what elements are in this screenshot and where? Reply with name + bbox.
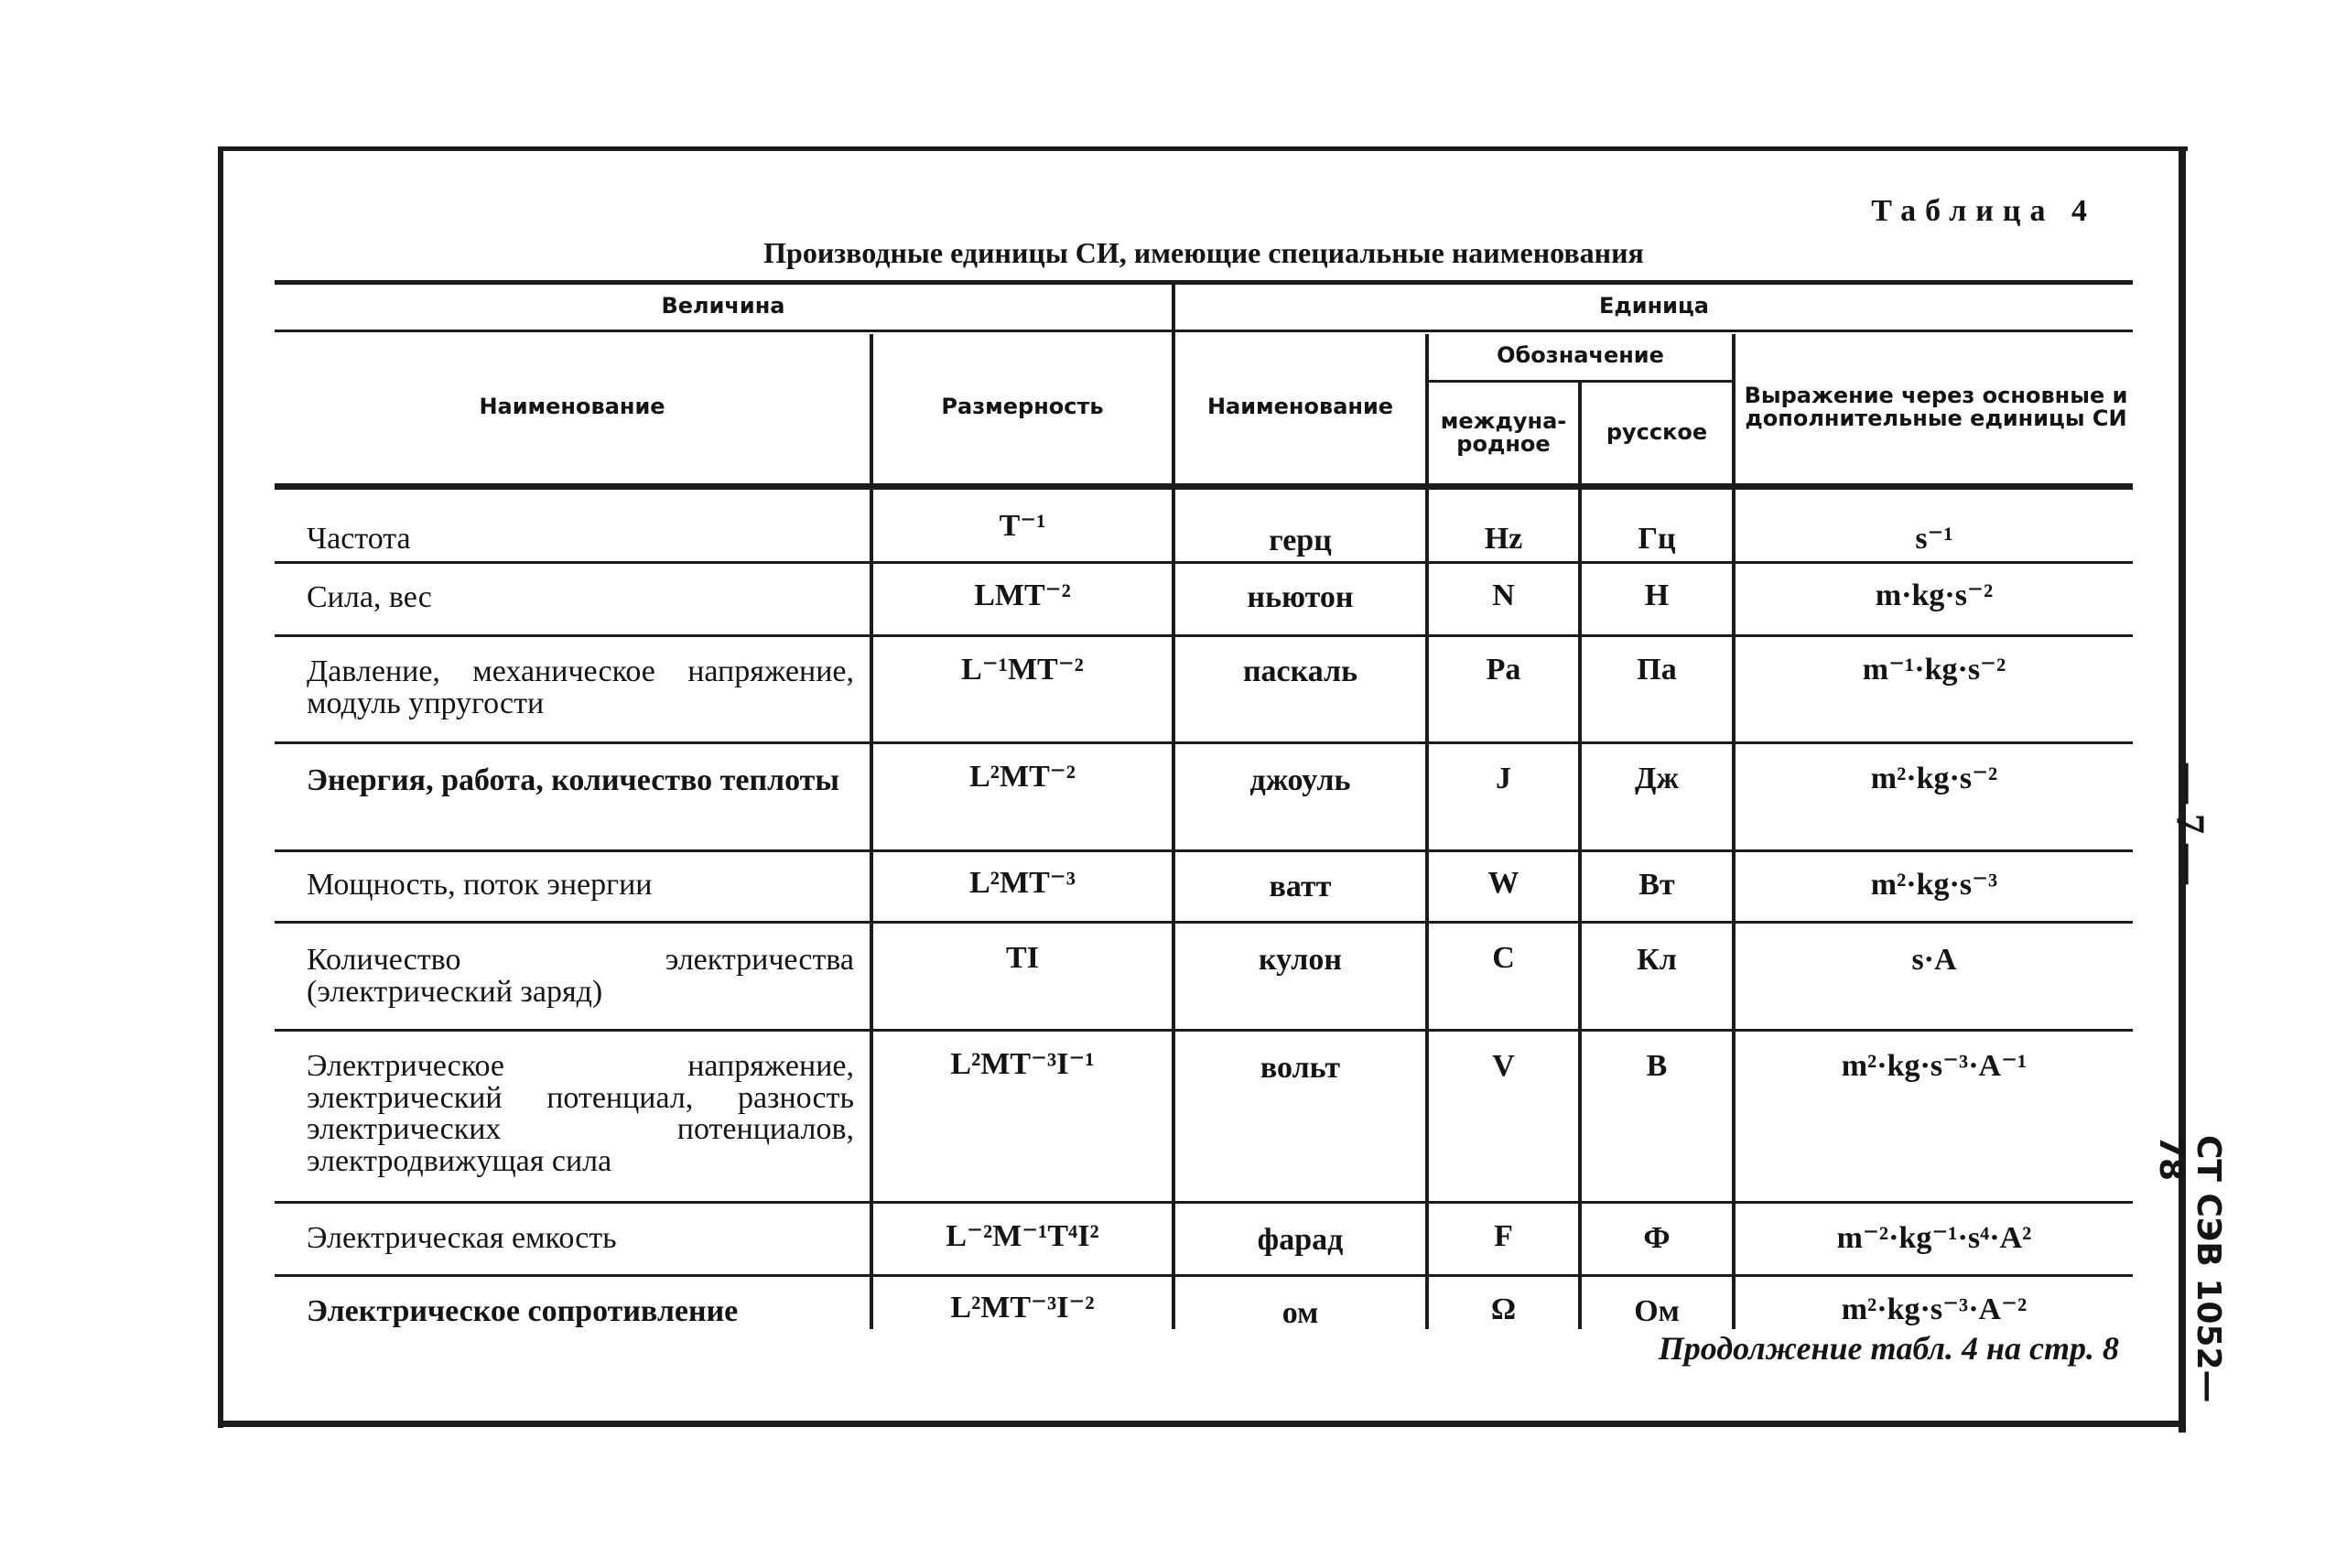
row-russian-symbol: Вт bbox=[1638, 868, 1675, 902]
row-unit-name: фарад bbox=[1257, 1223, 1344, 1257]
row-russian-symbol: Ф bbox=[1643, 1221, 1671, 1255]
vrule-designation-expression bbox=[1732, 334, 1736, 1329]
row-russian-symbol: Н bbox=[1644, 579, 1670, 612]
row-quantity-name: Частота bbox=[307, 522, 411, 556]
header-group-rule bbox=[275, 330, 2133, 332]
table-label: Таблица 4 bbox=[1871, 194, 2096, 228]
row-rule-3 bbox=[275, 741, 2133, 744]
row-quantity-name: Мощность, поток энергии bbox=[307, 868, 653, 902]
row-expression: m⁻¹·kg·s⁻² bbox=[1862, 653, 2006, 687]
row-dimension: L²MT⁻³I⁻² bbox=[950, 1291, 1095, 1325]
continuation-note: Продолжение табл. 4 на стр. 8 bbox=[1658, 1330, 2119, 1367]
row-expression: s⁻¹ bbox=[1915, 522, 1953, 556]
row-rule-8 bbox=[275, 1274, 2133, 1277]
row-expression: m²·kg·s⁻³·A⁻² bbox=[1841, 1292, 2028, 1326]
row-quantity-name: Давление, механическое напряжение, модуль упругости bbox=[307, 654, 854, 720]
row-rule-6 bbox=[275, 1029, 2133, 1032]
header-designation: Обозначение bbox=[1497, 342, 1664, 369]
row-unit-name: паскаль bbox=[1242, 654, 1358, 688]
row-quantity-name: Электрическое сопротивление bbox=[307, 1294, 739, 1328]
row-intl-symbol: N bbox=[1492, 579, 1515, 612]
header-bottom-rule bbox=[275, 483, 2133, 490]
row-quantity-name: Количество электричества (электрический заряд) bbox=[307, 943, 854, 1009]
vrule-name-dimension bbox=[870, 334, 873, 1329]
row-dimension: L⁻¹MT⁻² bbox=[961, 653, 1084, 687]
row-intl-symbol: J bbox=[1496, 762, 1511, 795]
row-russian-symbol: Ом bbox=[1634, 1294, 1680, 1328]
row-expression: m²·kg·s⁻³·A⁻¹ bbox=[1841, 1049, 2028, 1083]
table-title: Производные единицы СИ, имеющие специальные наименования bbox=[763, 236, 1644, 269]
row-russian-symbol: Гц bbox=[1638, 522, 1676, 556]
vrule-unit-designation bbox=[1425, 334, 1429, 1329]
row-rule-4 bbox=[275, 849, 2133, 852]
row-rule-2 bbox=[275, 634, 2133, 637]
row-expression: m⁻²·kg⁻¹·s⁴·A² bbox=[1836, 1221, 2032, 1255]
row-intl-symbol: Ω bbox=[1490, 1292, 1517, 1326]
row-unit-name: вольт bbox=[1260, 1051, 1341, 1085]
row-russian-symbol: Па bbox=[1637, 653, 1677, 687]
frame-left-border bbox=[218, 146, 223, 1428]
row-dimension: L²MT⁻² bbox=[969, 760, 1076, 794]
table-top-rule bbox=[275, 280, 2133, 285]
row-expression: s·A bbox=[1911, 943, 1957, 977]
row-dimension: LMT⁻² bbox=[974, 579, 1071, 612]
header-russian: русское bbox=[1606, 419, 1708, 446]
row-dimension: T⁻¹ bbox=[999, 509, 1046, 543]
row-intl-symbol: Hz bbox=[1484, 522, 1523, 556]
frame-bottom-border bbox=[218, 1421, 2186, 1427]
row-intl-symbol: Pa bbox=[1486, 653, 1521, 687]
row-expression: m²·kg·s⁻² bbox=[1870, 762, 1998, 795]
row-intl-symbol: W bbox=[1487, 866, 1519, 900]
row-rule-1 bbox=[275, 561, 2133, 564]
row-unit-name: ом bbox=[1281, 1296, 1319, 1330]
row-dimension: L⁻²M⁻¹T⁴I² bbox=[946, 1219, 1099, 1253]
row-dimension: TI bbox=[1006, 941, 1039, 975]
row-intl-symbol: F bbox=[1494, 1219, 1513, 1253]
row-expression: m·kg·s⁻² bbox=[1875, 579, 1994, 612]
header-unit-name: Наименование bbox=[1206, 394, 1394, 420]
header-quantity-group: Величина bbox=[661, 293, 785, 319]
row-quantity-name: Энергия, работа, количество теплоты bbox=[307, 763, 839, 797]
frame-top-border bbox=[218, 146, 2188, 151]
row-unit-name: джоуль bbox=[1249, 763, 1351, 797]
row-unit-name: кулон bbox=[1259, 943, 1342, 977]
row-expression: m²·kg·s⁻³ bbox=[1870, 868, 1998, 902]
page-number: — 7 — bbox=[2168, 763, 2213, 884]
row-intl-symbol: C bbox=[1492, 941, 1515, 975]
row-rule-7 bbox=[275, 1201, 2133, 1204]
header-expression: Выражение через основные и дополнительные единицы СИ bbox=[1744, 382, 2128, 431]
row-quantity-name: Сила, вес bbox=[307, 580, 432, 614]
row-quantity-name: Электрическое напряжение, электрический потенциал, разность электрических потенциалов, электродвижущая сила bbox=[307, 1049, 854, 1179]
header-international: междуна- родное bbox=[1440, 407, 1567, 457]
header-dimension: Размерность bbox=[941, 394, 1104, 420]
row-russian-symbol: В bbox=[1646, 1049, 1668, 1083]
row-unit-name: герц bbox=[1269, 524, 1332, 557]
row-unit-name: ватт bbox=[1269, 870, 1332, 903]
row-dimension: L²MT⁻³I⁻¹ bbox=[950, 1047, 1095, 1081]
row-dimension: L²MT⁻³ bbox=[969, 866, 1076, 900]
row-russian-symbol: Дж bbox=[1634, 762, 1680, 795]
header-quantity-name: Наименование bbox=[479, 394, 665, 420]
standard-id: СТ СЭВ 1052—78 bbox=[2152, 1135, 2227, 1403]
row-intl-symbol: V bbox=[1492, 1049, 1515, 1083]
row-quantity-name: Электрическая емкость bbox=[307, 1221, 617, 1255]
header-unit-group: Единица bbox=[1599, 293, 1709, 319]
row-rule-5 bbox=[275, 921, 2133, 924]
row-russian-symbol: Кл bbox=[1637, 943, 1677, 977]
row-unit-name: ньютон bbox=[1247, 580, 1354, 614]
